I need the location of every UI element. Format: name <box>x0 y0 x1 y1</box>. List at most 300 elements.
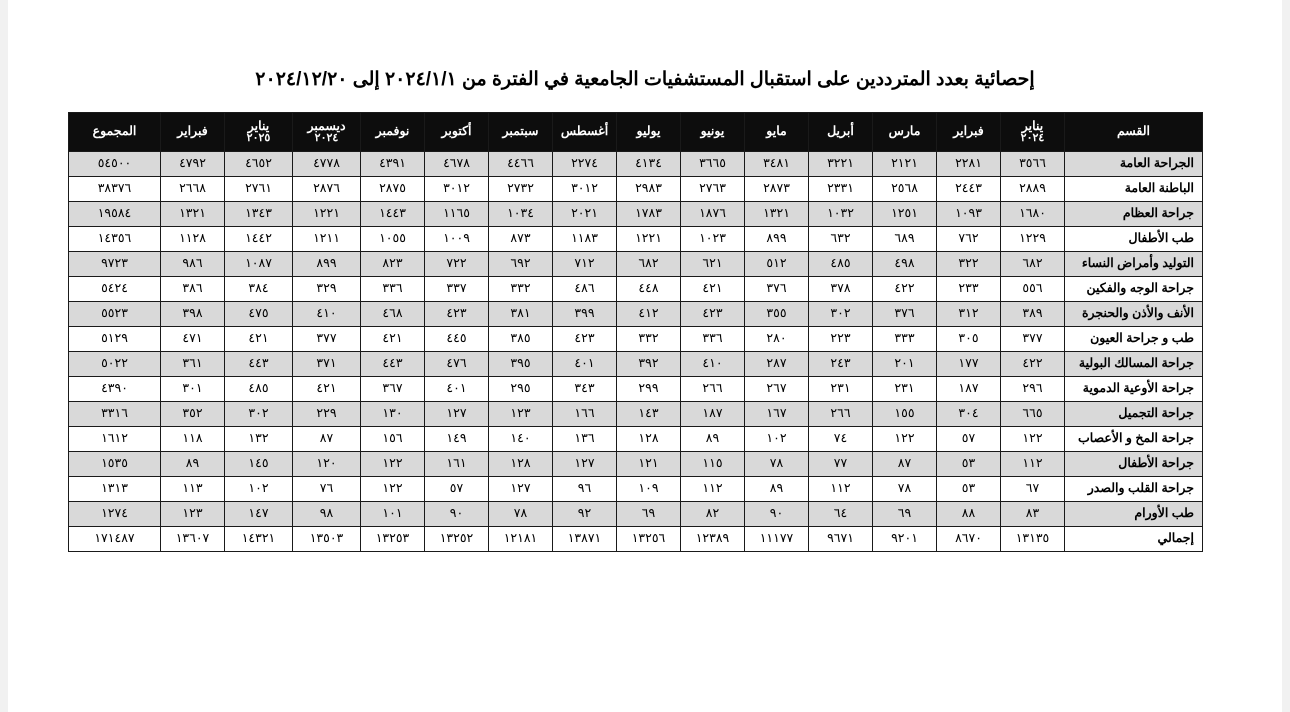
cell-monthly-count: ٦٨٢ <box>617 252 681 277</box>
cell-monthly-count: ٢٨٠ <box>745 327 809 352</box>
cell-total: ٥٥٢٣ <box>69 302 161 327</box>
column-header-label: مايو <box>766 124 787 139</box>
cell-total: ٩٧٢٣ <box>69 252 161 277</box>
cell-monthly-count: ١٦٧ <box>745 402 809 427</box>
column-header-feb <box>937 113 1001 152</box>
cell-monthly-count: ١١٨٣ <box>553 227 617 252</box>
cell-monthly-count: ٤٠١ <box>553 352 617 377</box>
table-row <box>69 352 1203 377</box>
cell-monthly-count: ٨٦٧٠ <box>937 527 1001 552</box>
cell-monthly-count: ٩٨٦ <box>161 252 225 277</box>
table-row <box>69 402 1203 427</box>
cell-monthly-count: ٤٣٩١ <box>361 152 425 177</box>
cell-monthly-count: ٣٧٧ <box>1001 327 1065 352</box>
column-header-apr <box>809 113 873 152</box>
cell-monthly-count: ١١٦٥ <box>425 202 489 227</box>
cell-monthly-count: ٦٢١ <box>681 252 745 277</box>
cell-total: ٤٣٩٠ <box>69 377 161 402</box>
column-header-total <box>69 113 161 152</box>
cell-monthly-count: ٣٣٢ <box>617 327 681 352</box>
cell-monthly-count: ٢٦٧ <box>745 377 809 402</box>
cell-department-name: جراحة الوجه والفكين <box>1065 277 1203 302</box>
cell-monthly-count: ٣٧٧ <box>293 327 361 352</box>
column-header-label: يونيو <box>700 124 725 139</box>
cell-monthly-count: ١٠٥٥ <box>361 227 425 252</box>
cell-monthly-count: ٤٧٥ <box>225 302 293 327</box>
cell-department-name: جراحة الأطفال <box>1065 452 1203 477</box>
column-header-feb-2025 <box>161 113 225 152</box>
cell-monthly-count: ٧٧ <box>809 452 873 477</box>
cell-monthly-count: ٢٣١ <box>809 377 873 402</box>
cell-monthly-count: ١٢٨ <box>617 427 681 452</box>
cell-monthly-count: ٣٠١ <box>161 377 225 402</box>
cell-monthly-count: ٨٣ <box>1001 502 1065 527</box>
cell-monthly-count: ٢٦٦٨ <box>161 177 225 202</box>
cell-monthly-count: ١٠٨٧ <box>225 252 293 277</box>
column-header-jun <box>681 113 745 152</box>
cell-monthly-count: ١٣٥٠٣ <box>293 527 361 552</box>
cell-monthly-count: ١٣٦٠٧ <box>161 527 225 552</box>
cell-monthly-count: ٢٤٣ <box>809 352 873 377</box>
cell-monthly-count: ١٣٤٣ <box>225 202 293 227</box>
table-row <box>69 477 1203 502</box>
cell-monthly-count: ١٣٢١ <box>161 202 225 227</box>
column-header-label: المجموع <box>92 124 137 139</box>
cell-monthly-count: ٢٧٣٢ <box>489 177 553 202</box>
cell-monthly-count: ٩٨ <box>293 502 361 527</box>
cell-monthly-count: ١٨٧ <box>681 402 745 427</box>
column-header-jan-2025 <box>225 113 293 152</box>
cell-monthly-count: ٣٣٦ <box>681 327 745 352</box>
cell-monthly-count: ١٢١٨١ <box>489 527 553 552</box>
cell-monthly-count: ١٣١٣٥ <box>1001 527 1065 552</box>
cell-monthly-count: ١٦٨٠ <box>1001 202 1065 227</box>
table-row <box>69 252 1203 277</box>
cell-monthly-count: ٨٩ <box>745 477 809 502</box>
cell-monthly-count: ٣٠٥ <box>937 327 1001 352</box>
cell-department-name: الأنف والأذن والحنجرة <box>1065 302 1203 327</box>
cell-monthly-count: ١٨٧٦ <box>681 202 745 227</box>
cell-department-name: إجمالي <box>1065 527 1203 552</box>
cell-monthly-count: ٢٤٤٣ <box>937 177 1001 202</box>
cell-monthly-count: ٣٣٧ <box>425 277 489 302</box>
cell-monthly-count: ٢٩٩ <box>617 377 681 402</box>
cell-monthly-count: ٦٤ <box>809 502 873 527</box>
cell-monthly-count: ٤٢٣ <box>425 302 489 327</box>
cell-monthly-count: ٤٢١ <box>225 327 293 352</box>
cell-monthly-count: ١٠١ <box>361 502 425 527</box>
cell-monthly-count: ١٠٢ <box>225 477 293 502</box>
cell-monthly-count: ١٣٠ <box>361 402 425 427</box>
cell-monthly-count: ٨٧٣ <box>489 227 553 252</box>
statistics-table <box>68 112 1203 552</box>
cell-monthly-count: ١٢٥١ <box>873 202 937 227</box>
cell-monthly-count: ٢٦٦ <box>809 402 873 427</box>
cell-monthly-count: ٣٨٩ <box>1001 302 1065 327</box>
cell-monthly-count: ٤٢٣ <box>681 302 745 327</box>
cell-monthly-count: ٢٨٧٥ <box>361 177 425 202</box>
table-head <box>69 113 1203 152</box>
cell-total: ١٢٧٤ <box>69 502 161 527</box>
cell-total: ٥٤٥٠٠ <box>69 152 161 177</box>
cell-monthly-count: ٣٢٢١ <box>809 152 873 177</box>
table-row-total <box>69 527 1203 552</box>
cell-monthly-count: ٨٩٩ <box>293 252 361 277</box>
cell-monthly-count: ٩٠ <box>745 502 809 527</box>
cell-monthly-count: ٣٧٨ <box>809 277 873 302</box>
cell-monthly-count: ١٠٠٩ <box>425 227 489 252</box>
cell-total: ١٥٣٥ <box>69 452 161 477</box>
cell-monthly-count: ٢٨٧ <box>745 352 809 377</box>
cell-monthly-count: ٦٩ <box>873 502 937 527</box>
column-header-label: فبراير <box>177 124 208 139</box>
cell-monthly-count: ١١٢ <box>1001 452 1065 477</box>
table-row <box>69 227 1203 252</box>
cell-monthly-count: ١٤٤٢ <box>225 227 293 252</box>
cell-monthly-count: ٤١٠ <box>681 352 745 377</box>
cell-monthly-count: ٣٣٣ <box>873 327 937 352</box>
cell-monthly-count: ٤٢١ <box>361 327 425 352</box>
cell-monthly-count: ٧٦٢ <box>937 227 1001 252</box>
cell-monthly-count: ١٠٢ <box>745 427 809 452</box>
cell-monthly-count: ٣٣٦ <box>361 277 425 302</box>
cell-monthly-count: ١٣٢٥٦ <box>617 527 681 552</box>
cell-monthly-count: ٤٨٦ <box>553 277 617 302</box>
cell-monthly-count: ٢٥٦٨ <box>873 177 937 202</box>
cell-monthly-count: ٢٣١ <box>873 377 937 402</box>
cell-monthly-count: ٨٨ <box>937 502 1001 527</box>
cell-monthly-count: ٣٨١ <box>489 302 553 327</box>
cell-monthly-count: ١٧٨٣ <box>617 202 681 227</box>
column-header-label: نوفمبر <box>375 124 410 139</box>
cell-department-name: جراحة التجميل <box>1065 402 1203 427</box>
cell-monthly-count: ٢٩٦ <box>1001 377 1065 402</box>
cell-monthly-count: ٤٤٨ <box>617 277 681 302</box>
cell-monthly-count: ٧٦ <box>293 477 361 502</box>
cell-total: ٣٣١٦ <box>69 402 161 427</box>
cell-monthly-count: ٧٨ <box>745 452 809 477</box>
cell-monthly-count: ١٦٦ <box>553 402 617 427</box>
cell-monthly-count: ٣٧١ <box>293 352 361 377</box>
cell-monthly-count: ٣٥٦٦ <box>1001 152 1065 177</box>
cell-monthly-count: ٣٩٨ <box>161 302 225 327</box>
cell-total: ٥١٢٩ <box>69 327 161 352</box>
cell-monthly-count: ١١٢٨ <box>161 227 225 252</box>
column-header-year: ٢٠٢٤ <box>1020 131 1045 144</box>
column-header-label: يوليو <box>636 124 661 139</box>
cell-monthly-count: ١٠٩٣ <box>937 202 1001 227</box>
table-header-row <box>69 113 1203 152</box>
cell-monthly-count: ٣٢٢ <box>937 252 1001 277</box>
cell-total: ١٩٥٨٤ <box>69 202 161 227</box>
cell-monthly-count: ٦٣٢ <box>809 227 873 252</box>
cell-monthly-count: ٢١٢١ <box>873 152 937 177</box>
table-row <box>69 202 1203 227</box>
cell-total: ٥٠٢٢ <box>69 352 161 377</box>
column-header-label: القسم <box>1116 124 1151 139</box>
cell-monthly-count: ٢٧٦٣ <box>681 177 745 202</box>
cell-monthly-count: ٦٩٢ <box>489 252 553 277</box>
cell-monthly-count: ٢٢٧٤ <box>553 152 617 177</box>
cell-monthly-count: ٣٨٦ <box>161 277 225 302</box>
cell-monthly-count: ١٤٩ <box>425 427 489 452</box>
column-header-label: يناير <box>247 118 270 133</box>
cell-monthly-count: ٣٧٦ <box>745 277 809 302</box>
table-row <box>69 377 1203 402</box>
cell-monthly-count: ٦٦٥ <box>1001 402 1065 427</box>
cell-monthly-count: ٣٦٦٥ <box>681 152 745 177</box>
cell-monthly-count: ٩٠ <box>425 502 489 527</box>
cell-monthly-count: ٣٠٢ <box>225 402 293 427</box>
cell-monthly-count: ١٣٢١ <box>745 202 809 227</box>
cell-monthly-count: ١٢٢٩ <box>1001 227 1065 252</box>
cell-monthly-count: ١٢٢١ <box>293 202 361 227</box>
cell-monthly-count: ١٠٢٣ <box>681 227 745 252</box>
cell-monthly-count: ١٢٠ <box>293 452 361 477</box>
document-page <box>8 0 1282 712</box>
cell-monthly-count: ٣٠٤ <box>937 402 1001 427</box>
cell-monthly-count: ٤٦٨ <box>361 302 425 327</box>
cell-monthly-count: ١٢٢ <box>361 452 425 477</box>
cell-monthly-count: ١٤٤٣ <box>361 202 425 227</box>
cell-monthly-count: ٤٧٦ <box>425 352 489 377</box>
cell-monthly-count: ١٠٩ <box>617 477 681 502</box>
cell-department-name: جراحة الأوعية الدموية <box>1065 377 1203 402</box>
cell-monthly-count: ١٢٣ <box>489 402 553 427</box>
cell-monthly-count: ٤٨٥ <box>809 252 873 277</box>
column-header-dec-2024 <box>293 113 361 152</box>
cell-monthly-count: ٩٦٧١ <box>809 527 873 552</box>
page-title: إحصائية بعدد المترددين على استقبال المستشفيات الجامعية في الفترة من ٢٠٢٤/١/١ إلى ٢٠٢٤/١٢/٢٠ <box>255 69 1035 90</box>
cell-monthly-count: ١٣٢٥٢ <box>425 527 489 552</box>
table-row <box>69 302 1203 327</box>
cell-monthly-count: ١٢٣ <box>161 502 225 527</box>
cell-monthly-count: ٤٨٥ <box>225 377 293 402</box>
table-row <box>69 152 1203 177</box>
cell-monthly-count: ٤٤٦٦ <box>489 152 553 177</box>
cell-total: ١٤٣٥٦ <box>69 227 161 252</box>
cell-monthly-count: ١١٢ <box>809 477 873 502</box>
table-row <box>69 277 1203 302</box>
cell-monthly-count: ٩٢٠١ <box>873 527 937 552</box>
table-row <box>69 327 1203 352</box>
cell-department-name: جراحة المسالك البولية <box>1065 352 1203 377</box>
cell-monthly-count: ٧١٢ <box>553 252 617 277</box>
cell-monthly-count: ٣٨٤ <box>225 277 293 302</box>
cell-monthly-count: ١٣٦ <box>553 427 617 452</box>
cell-monthly-count: ٣٤٨١ <box>745 152 809 177</box>
cell-monthly-count: ٧٢٢ <box>425 252 489 277</box>
cell-monthly-count: ١٢١ <box>617 452 681 477</box>
cell-monthly-count: ١١٢ <box>681 477 745 502</box>
cell-monthly-count: ٤٢٢ <box>1001 352 1065 377</box>
cell-monthly-count: ٦٩ <box>617 502 681 527</box>
cell-monthly-count: ٤٠١ <box>425 377 489 402</box>
cell-monthly-count: ٣٠١٢ <box>425 177 489 202</box>
cell-monthly-count: ٥٣ <box>937 477 1001 502</box>
cell-monthly-count: ١٢٢١ <box>617 227 681 252</box>
cell-monthly-count: ٤٧٩٢ <box>161 152 225 177</box>
cell-monthly-count: ١٦١ <box>425 452 489 477</box>
cell-monthly-count: ١٣٢٥٣ <box>361 527 425 552</box>
cell-monthly-count: ٢٠٢١ <box>553 202 617 227</box>
column-header-may <box>745 113 809 152</box>
cell-monthly-count: ١١٨ <box>161 427 225 452</box>
cell-monthly-count: ٥١٢ <box>745 252 809 277</box>
cell-monthly-count: ١٢٢ <box>1001 427 1065 452</box>
cell-monthly-count: ٦٧ <box>1001 477 1065 502</box>
cell-monthly-count: ٢٣٣١ <box>809 177 873 202</box>
cell-monthly-count: ٣٦١ <box>161 352 225 377</box>
cell-monthly-count: ١٤٠ <box>489 427 553 452</box>
statistics-table-container <box>92 112 1203 552</box>
cell-monthly-count: ٢٨٨٩ <box>1001 177 1065 202</box>
cell-monthly-count: ٤٩٨ <box>873 252 937 277</box>
cell-monthly-count: ١٢٧ <box>425 402 489 427</box>
column-header-label: أبريل <box>827 124 854 139</box>
cell-monthly-count: ٣٥٥ <box>745 302 809 327</box>
cell-monthly-count: ٨٢٣ <box>361 252 425 277</box>
cell-monthly-count: ٨٢ <box>681 502 745 527</box>
cell-monthly-count: ٩٦ <box>553 477 617 502</box>
cell-monthly-count: ٥٧ <box>937 427 1001 452</box>
cell-monthly-count: ٤٤٣ <box>225 352 293 377</box>
cell-monthly-count: ٤٢١ <box>681 277 745 302</box>
cell-monthly-count: ٤٤٥ <box>425 327 489 352</box>
cell-monthly-count: ٣٠٢ <box>809 302 873 327</box>
column-header-label: أكتوبر <box>441 124 472 139</box>
cell-total: ٣٨٣٧٦ <box>69 177 161 202</box>
cell-monthly-count: ٣٢٩ <box>293 277 361 302</box>
cell-monthly-count: ٤٧٧٨ <box>293 152 361 177</box>
cell-department-name: طب و جراحة العيون <box>1065 327 1203 352</box>
cell-monthly-count: ٤٢٢ <box>873 277 937 302</box>
cell-monthly-count: ٣٩٢ <box>617 352 681 377</box>
cell-monthly-count: ٧٨ <box>873 477 937 502</box>
cell-monthly-count: ٣٥٢ <box>161 402 225 427</box>
column-header-label: يناير <box>1021 118 1044 133</box>
table-row <box>69 427 1203 452</box>
cell-monthly-count: ٢٢٨١ <box>937 152 1001 177</box>
cell-monthly-count: ٣٩٩ <box>553 302 617 327</box>
cell-monthly-count: ٣٣٢ <box>489 277 553 302</box>
cell-monthly-count: ٢٢٣ <box>809 327 873 352</box>
cell-monthly-count: ٨٩ <box>161 452 225 477</box>
column-header-mar <box>873 113 937 152</box>
column-header-year: ٢٠٢٥ <box>246 131 271 144</box>
cell-monthly-count: ٥٧ <box>425 477 489 502</box>
cell-department-name: طب الأورام <box>1065 502 1203 527</box>
cell-monthly-count: ٣٩٥ <box>489 352 553 377</box>
cell-monthly-count: ١٣٢ <box>225 427 293 452</box>
column-header-aug <box>553 113 617 152</box>
cell-monthly-count: ١٠٣٤ <box>489 202 553 227</box>
cell-monthly-count: ١٢٧ <box>489 477 553 502</box>
cell-monthly-count: ٢٩٥ <box>489 377 553 402</box>
cell-monthly-count: ١٢٣٨٩ <box>681 527 745 552</box>
cell-total: ١٧١٤٨٧ <box>69 527 161 552</box>
table-row <box>69 177 1203 202</box>
cell-monthly-count: ٣٧٦ <box>873 302 937 327</box>
cell-monthly-count: ٣٨٥ <box>489 327 553 352</box>
cell-monthly-count: ٤٤٣ <box>361 352 425 377</box>
cell-monthly-count: ٢٣٣ <box>937 277 1001 302</box>
cell-monthly-count: ١١٣ <box>161 477 225 502</box>
cell-monthly-count: ٢٧٦١ <box>225 177 293 202</box>
cell-department-name: جراحة القلب والصدر <box>1065 477 1203 502</box>
cell-monthly-count: ٢٢٩ <box>293 402 361 427</box>
cell-department-name: جراحة المخ و الأعصاب <box>1065 427 1203 452</box>
cell-monthly-count: ٣١٢ <box>937 302 1001 327</box>
cell-monthly-count: ٦٨٢ <box>1001 252 1065 277</box>
cell-monthly-count: ١٢٢ <box>361 477 425 502</box>
cell-monthly-count: ٢٩٨٣ <box>617 177 681 202</box>
cell-monthly-count: ١٣٨٧١ <box>553 527 617 552</box>
cell-monthly-count: ٤٢٣ <box>553 327 617 352</box>
cell-monthly-count: ٩٢ <box>553 502 617 527</box>
column-header-label: فبراير <box>953 124 984 139</box>
cell-monthly-count: ١٢٢ <box>873 427 937 452</box>
column-header-label: ديسمبر <box>307 118 346 133</box>
cell-monthly-count: ٢٨٧٣ <box>745 177 809 202</box>
column-header-year: ٢٠٢٤ <box>314 131 339 144</box>
cell-monthly-count: ٣٠١٢ <box>553 177 617 202</box>
cell-monthly-count: ٤٦٥٢ <box>225 152 293 177</box>
cell-total: ١٦١٢ <box>69 427 161 452</box>
cell-monthly-count: ٧٨ <box>489 502 553 527</box>
column-header-department <box>1065 113 1203 152</box>
cell-monthly-count: ٢٦٦ <box>681 377 745 402</box>
cell-monthly-count: ٢٨٧٦ <box>293 177 361 202</box>
cell-monthly-count: ١٢٧ <box>553 452 617 477</box>
cell-monthly-count: ٨٩ <box>681 427 745 452</box>
cell-monthly-count: ٤٦٧٨ <box>425 152 489 177</box>
column-header-label: أغسطس <box>560 124 609 139</box>
cell-monthly-count: ١١١٧٧ <box>745 527 809 552</box>
column-header-jan-2024 <box>1001 113 1065 152</box>
cell-monthly-count: ١٤٣٢١ <box>225 527 293 552</box>
cell-monthly-count: ٨٧ <box>873 452 937 477</box>
column-header-label: مارس <box>888 124 921 139</box>
cell-monthly-count: ١٧٧ <box>937 352 1001 377</box>
cell-monthly-count: ١٢٨ <box>489 452 553 477</box>
column-header-jul <box>617 113 681 152</box>
cell-monthly-count: ١١٥ <box>681 452 745 477</box>
column-header-label: سبتمبر <box>502 124 539 139</box>
column-header-nov <box>361 113 425 152</box>
table-row <box>69 452 1203 477</box>
cell-department-name: طب الأطفال <box>1065 227 1203 252</box>
cell-department-name: جراحة العظام <box>1065 202 1203 227</box>
cell-monthly-count: ٤٢١ <box>293 377 361 402</box>
cell-monthly-count: ٣٤٣ <box>553 377 617 402</box>
cell-monthly-count: ٦٨٩ <box>873 227 937 252</box>
cell-monthly-count: ٥٣ <box>937 452 1001 477</box>
cell-monthly-count: ١٤٧ <box>225 502 293 527</box>
cell-monthly-count: ٣٦٧ <box>361 377 425 402</box>
table-row <box>69 502 1203 527</box>
cell-monthly-count: ١٥٦ <box>361 427 425 452</box>
column-header-sep <box>489 113 553 152</box>
cell-monthly-count: ٧٤ <box>809 427 873 452</box>
cell-monthly-count: ١٥٥ <box>873 402 937 427</box>
cell-department-name: التوليد وأمراض النساء <box>1065 252 1203 277</box>
cell-monthly-count: ١٤٥ <box>225 452 293 477</box>
cell-monthly-count: ١٠٣٢ <box>809 202 873 227</box>
cell-monthly-count: ٨٩٩ <box>745 227 809 252</box>
cell-monthly-count: ٢٠١ <box>873 352 937 377</box>
cell-department-name: الباطنة العامة <box>1065 177 1203 202</box>
